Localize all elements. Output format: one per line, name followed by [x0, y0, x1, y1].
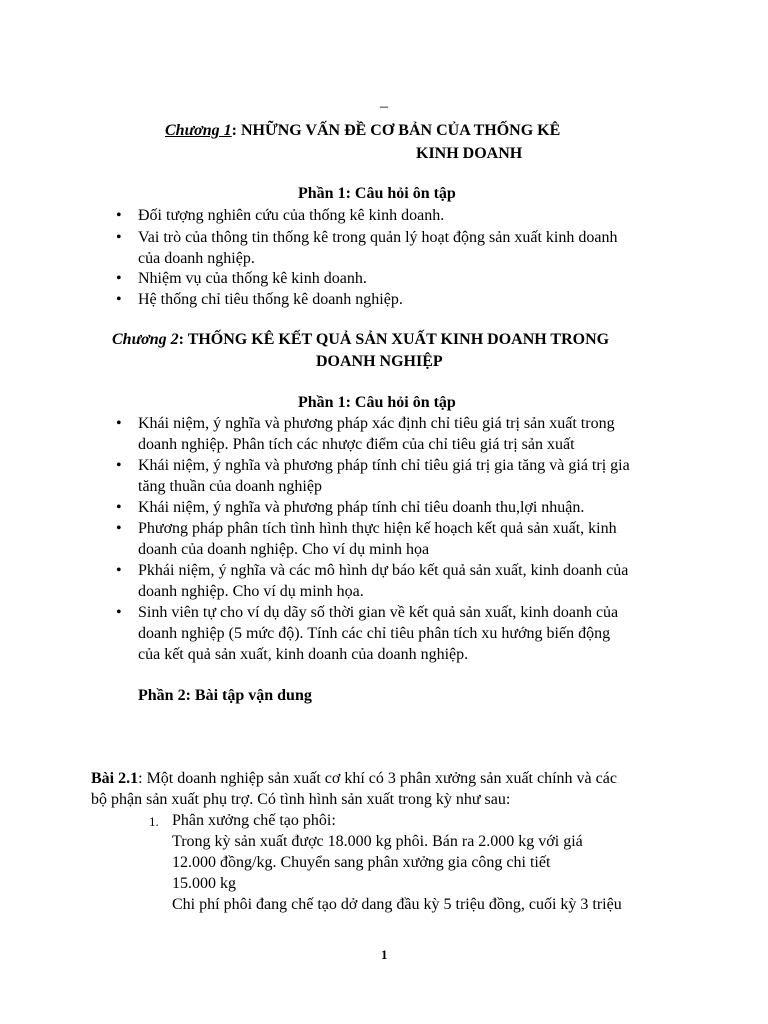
- chapter1-sep: :: [231, 122, 237, 139]
- chapter1-bullet-2: Vai trò của thông tin thống kê trong quản lý hoạt động sản xuất kinh doanh: [138, 229, 618, 246]
- top-mark: –: [380, 98, 388, 115]
- exercise-intro-line2: bộ phận sản xuất phụ trợ. Có tình hình sản xuất trong kỳ như sau:: [91, 791, 511, 808]
- chapter1-part1-heading: Phần 1: Câu hỏi ôn tập: [298, 185, 456, 202]
- bullet-dot: •: [116, 562, 122, 579]
- chapter2-line-8: Pkhái niệm, ý nghĩa và các mô hình dự báo kết quả sản xuất, kinh doanh của: [138, 562, 629, 579]
- exercise-item-number: 1.: [149, 814, 159, 829]
- chapter1-bullet-1: Đối tượng nghiên cứu của thống kê kinh doanh.: [138, 207, 445, 224]
- chapter1-label: Chương 1: [165, 122, 232, 139]
- chapter1-bullet-2-cont: của doanh nghiệp.: [138, 250, 255, 267]
- chapter2-line-12: của kết quả sản xuất, kinh doanh của doanh nghiệp.: [138, 646, 469, 663]
- exercise-intro-rest: : Một doanh nghiệp sản xuất cơ khí có 3 phân xưởng sản xuất chính và các: [138, 770, 617, 787]
- bullet-dot: •: [116, 291, 122, 308]
- chapter2-line-3: Khái niệm, ý nghĩa và phương pháp tính chỉ tiêu giá trị gia tăng và giá trị gia: [138, 457, 630, 474]
- chapter2-part2-heading: Phần 2: Bài tập vận dung: [138, 687, 312, 704]
- bullet-dot: •: [116, 229, 122, 246]
- exercise-item-title: Phân xưởng chế tạo phôi:: [172, 812, 336, 829]
- chapter2-line-11: doanh nghiệp (5 mức độ). Tính các chỉ tiêu phân tích xu hướng biến động: [138, 625, 611, 642]
- chapter2-line-5: Khái niệm, ý nghĩa và phương pháp tính chỉ tiêu doanh thu,lợi nhuận.: [138, 499, 585, 516]
- chapter2-label: Chương 2: [112, 331, 179, 348]
- chapter2-line-9: doanh nghiệp. Cho ví dụ minh họa.: [138, 583, 364, 600]
- chapter2-title-line1: THỐNG KÊ KẾT QUẢ SẢN XUẤT KINH DOANH TRONG: [187, 331, 610, 348]
- chapter2-line-4: tăng thuần của doanh nghiệp: [138, 478, 322, 495]
- exercise-label: Bài 2.1: [91, 770, 139, 787]
- exercise-item-line-2: 12.000 đồng/kg. Chuyển sang phân xưởng gia công chi tiết: [172, 854, 551, 871]
- chapter1-title-line2: KINH DOANH: [416, 145, 523, 162]
- chapter1-bullet-3: Nhiệm vụ của thống kê kinh doanh.: [138, 270, 367, 287]
- exercise-item-line-3: 15.000 kg: [172, 875, 236, 892]
- chapter2-title-line2: DOANH NGHIỆP: [316, 353, 443, 370]
- exercise-item-line-4: Chi phí phôi đang chế tạo dở dang đầu kỳ 5 triệu đồng, cuối kỳ 3 triệu: [172, 896, 622, 913]
- chapter2-title: [112, 329, 609, 350]
- chapter2-line-10: Sinh viên tự cho ví dụ dãy số thời gian về kết quả sản xuất, kinh doanh của: [138, 604, 619, 621]
- chapter2-line-2: doanh nghiệp. Phân tích các nhược điểm của chỉ tiêu giá trị sản xuất: [138, 436, 575, 453]
- chapter1-title-line1: NHỮNG VẤN ĐỀ CƠ BẢN CỦA THỐNG KÊ: [240, 122, 561, 139]
- bullet-dot: •: [116, 457, 122, 474]
- chapter2-sep: :: [178, 331, 184, 348]
- chapter2-line-6: Phương pháp phân tích tình hình thực hiện kế hoạch kết quả sản xuất, kinh: [138, 520, 617, 537]
- bullet-dot: •: [116, 499, 122, 516]
- chapter1-bullet-4: Hệ thống chỉ tiêu thống kê doanh nghiệp.: [138, 291, 403, 308]
- bullet-dot: •: [116, 520, 122, 537]
- bullet-dot: •: [116, 270, 122, 287]
- bullet-dot: •: [116, 207, 122, 224]
- exercise-item-line-1: Trong kỳ sản xuất được 18.000 kg phôi. Bán ra 2.000 kg với giá: [172, 833, 583, 850]
- chapter2-line-7: doanh của doanh nghiệp. Cho ví dụ minh họa: [138, 541, 430, 558]
- bullet-dot: •: [116, 604, 122, 621]
- bullet-dot: •: [116, 415, 122, 432]
- page-number: 1: [381, 947, 388, 962]
- exercise-intro: [91, 768, 617, 789]
- chapter1-title: [165, 120, 560, 141]
- chapter2-part1-heading: Phần 1: Câu hỏi ôn tập: [298, 394, 456, 411]
- chapter2-line-1: Khái niệm, ý nghĩa và phương pháp xác định chỉ tiêu giá trị sản xuất trong: [138, 415, 615, 432]
